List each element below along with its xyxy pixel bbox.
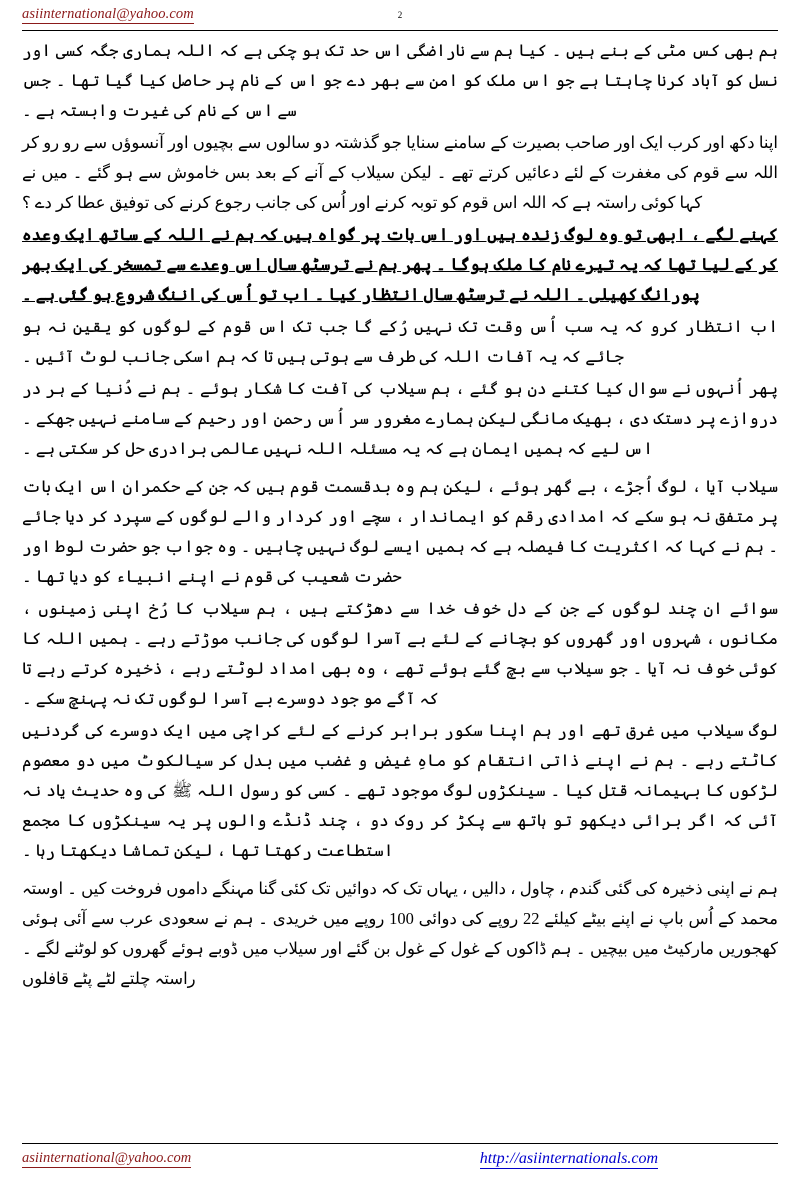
paragraph-4: اب انتظار کرو کہ یہ سب اُس وقت تک نہیں رُکے گا جب تک اس قوم کے لوگوں کو یقین نہ ہو جائے کہ یہ آفات اللہ کی طرف سے ہوتی ہیں تا کہ ہم اسکی جانب لوٹ آئیں ۔ [22, 317, 778, 366]
paragraph-3-emphasized: کہنے لگے ، ابھی تو وہ لوگ زندہ ہیں اور اس بات پر گواہ ہیں کہ ہم نے اللہ کے ساتھ ایک وعدہ کر کے لیا تھا کہ یہ تیرے نام کا ملک ہوگا ۔ پھر ہم نے ترسٹھ سال اس وعدے سے تمسخر کی ایک بھر پورانگ کھیلی ۔ اللہ نے ترسٹھ سال انتظار کیا ۔ اب تو اُس کی اننگ شروع ہو گئی ہے ۔ [22, 225, 778, 304]
header-email: asiinternational@yahoo.com [22, 6, 194, 22]
paragraph-8: لوگ سیلاب میں غرق تھے اور ہم اپنا سکور برابر کرنے کے لئے کراچی میں ایک دوسرے کی گردنیں کاٹتے رہے ۔ ہم نے اپنے ذاتی انتقام کو ماہِ غیض و غضب میں بدل کر سیالکوٹ میں دو معصوم لڑکوں کا بہیمانہ قتل کیا ۔ سینکڑوں لوگ موجود تھے ۔ کسی کو رسول اللہ ﷺ کی وہ حدیث یاد نہ آئی کہ اگر برائی دیکھو تو ہاتھ سے پکڑ کر روک دو ، چند ڈنڈے والوں پر یہ سینکڑوں کا مجمع استطاعت رکھتا تھا ، لیکن تماشا دیکھتا رہا ۔ [22, 721, 778, 860]
paragraph-7: سوائے ان چند لوگوں کے جن کے دل خوف خدا سے دھڑکتے ہیں ، ہم سیلاب کا رُخ اپنی زمینوں ، مکانوں ، شہروں اور گھروں کو بچانے کے لئے بے آسرا لوگوں کی جانب موڑتے رہے ۔ ہمیں اللہ کا کوئی خوف نہ آیا ۔ جو سیلاب سے بچ گئے ہوئے تھے ، وہ بھی امداد لوٹتے رہے ، ذخیرہ کرتے رہے تا کہ آگے مو جود دوسرے بے آسرا لوگوں تک نہ پہنچ سکے ۔ [22, 599, 778, 708]
footer-email: asiinternational@yahoo.com [22, 1150, 192, 1166]
page-number: 2 [397, 10, 403, 20]
footer-divider [22, 1143, 778, 1144]
page-footer [22, 1150, 778, 1169]
paragraph-5: پھر اُنہوں نے سوال کیا کتنے دن ہو گئے ، ہم سیلاب کی آفت کا شکار ہوئے ۔ ہم نے دُنیا کے ہر در دروازے پر دستک دی ، بھیک مانگی لیکن ہمارے مغرور سر اُس رحمن اور رحیم کے سامنے نہیں جھکے ۔ اس لیے کہ ہمیں ایمان ہے کہ یہ مسئلہ اللہ نہیں عالمی برادری حل کر سکتی ہے ۔ [22, 379, 778, 458]
header-divider [22, 30, 778, 31]
paragraph-9: ہم نے اپنی ذخیرہ کی گئی گندم ، چاول ، دالیں ، یہاں تک کہ دوائیں تک کئی گنا مہنگے داموں فروخت کیں ۔ اوستہ محمد کے اُس باپ نے اپنے بیٹے کیلئے 22 روپے کی دوائی 100 روپے میں خریدی ۔ ہم نے سعودی عرب سے آئی ہوئی کھجوریں مارکیٹ میں بیچیں ۔ ہم ڈاکوں کے غول کے غول بن گئے اور سیلاب میں ڈوبے ہوئے گھروں کو لوٹنے لگے ۔ راستہ چلتے لٹے پٹے قافلوں [22, 879, 778, 988]
paragraph-2: اپنا دکھ اور کرب ایک اور صاحب بصیرت کے سامنے سنایا جو گذشتہ دو سالوں سے بچیوں اور آنسوؤں سے رو رو کر اللہ سے قوم کی مغفرت کے لئے دعائیں کرتے تھے ۔ لیکن سیلاب کے آنے کے بعد بس خاموش سے ہو گئے ۔ میں نے کہا کوئی راستہ ہے کہ اللہ اس قوم کو توبہ کرنے اور اُس کی جانب رجوع کرنے کی توفیق عطا کر دے ؟ [22, 133, 778, 212]
paragraph-1: ہم بھی کس مٹی کے بنے ہیں ۔ کیا ہم سے ناراضگی اس حد تک ہو چکی ہے کہ اللہ ہماری جگہ کسی اور نسل کو آباد کرنا چاہتا ہے جو اس ملک کو امن سے بھر دے جو اس کے نام پر حاصل کیا گیا تھا ۔ جس سے اس کے نام کی غیرت وابستہ ہے ۔ [22, 41, 778, 120]
document-body [22, 36, 778, 1136]
paragraph-6: سیلاب آیا ، لوگ اُجڑے ، بے گھر ہوئے ، لیکن ہم وہ بدقسمت قوم ہیں کہ جن کے حکمران اس ایک بات پر متفق نہ ہو سکے کہ امدادی رقم کو ایماندار ، سچے اور کردار والے لوگوں کے سپرد کر دیا جائے ۔ ہم نے کہا کہ اکثریت کا فیصلہ ہے کہ ہمیں ایسے لوگ نہیں چاہیں ۔ وہ جواب جو حضرت لوط اور حضرت شعیب کی قوم نے اپنے انبیاء کو دیا تھا ۔ [22, 477, 779, 586]
footer-url-link[interactable]: http://asiinternationals.com [480, 1150, 658, 1169]
